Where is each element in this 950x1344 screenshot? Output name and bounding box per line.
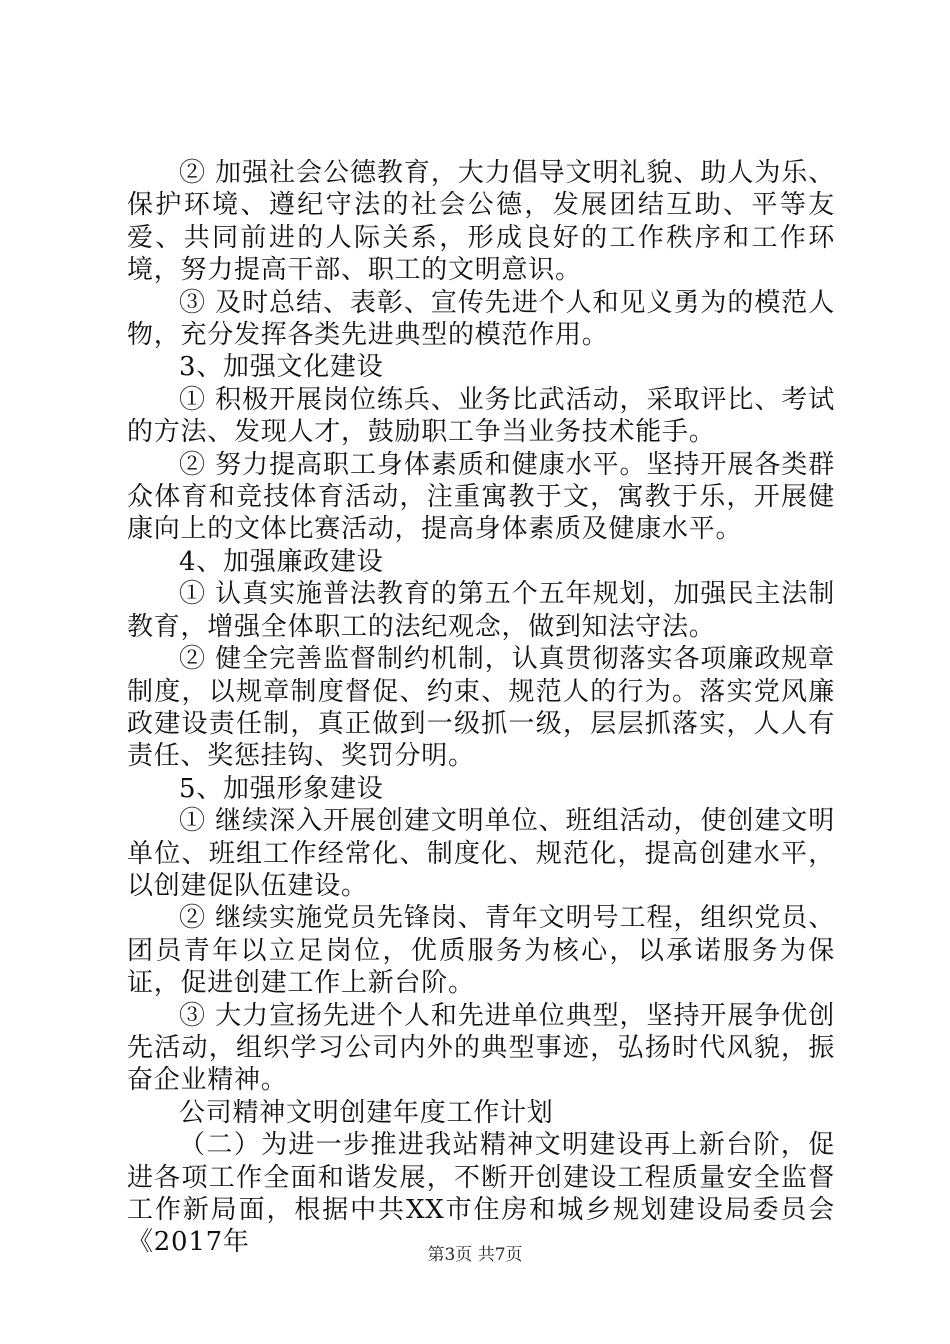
page-number-footer: 第3页 共7页: [427, 1245, 523, 1265]
paragraph-party-pioneer: ② 继续实施党员先锋岗、青年文明号工程，组织党员、团员青年以立足岗位，优质服务为核心，以承诺服务为保证，促进创建工作上新台阶。: [127, 903, 835, 999]
paragraph-promote-advanced: ③ 大力宣扬先进个人和先进单位典型，坚持开展争优创先活动，组织学习公司内外的典型事迹，弘扬时代风貌，振奋企业精神。: [127, 1000, 835, 1096]
paragraph-supervision: ② 健全完善监督制约机制，认真贯彻落实各项廉政规章制度，以规章制度督促、约束、规范人的行为。落实党风廉政建设责任制，真正做到一级抓一级，层层抓落实，人人有责任、奖惩挂钩、奖罚分明。: [127, 644, 835, 772]
paragraph-section-two: （二）为进一步推进我站精神文明建设再上新台阶，促进各项工作全面和谐发展，不断开创建设工程质量安全监督工作新局面，根据中共XX市住房和城乡规划建设局委员会《2017年: [127, 1130, 835, 1258]
section-heading-integrity: 4、加强廉政建设: [179, 546, 384, 577]
paragraph-social-ethics: ② 加强社会公德教育，大力倡导文明礼貌、助人为乐、保护环境、遵纪守法的社会公德，发展团结互助、平等友爱、共同前进的人际关系，形成良好的工作秩序和工作环境，努力提高干部、职工的文明意识。: [127, 158, 835, 286]
paragraph-commend-models: ③ 及时总结、表彰、宣传先进个人和见义勇为的模范人物，充分发挥各类先进典型的模范作用。: [127, 287, 835, 351]
section-heading-culture: 3、加强文化建设: [179, 352, 384, 383]
paragraph-civilized-units: ① 继续深入开展创建文明单位、班组活动，使创建文明单位、班组工作经常化、制度化、规范化，提高创建水平，以创建促队伍建设。: [127, 806, 835, 901]
document-title-line: 公司精神文明创建年度工作计划: [179, 1097, 554, 1128]
document-body: [127, 157, 835, 1259]
section-heading-image: 5、加强形象建设: [179, 773, 384, 804]
paragraph-legal-education: ① 认真实施普法教育的第五个五年规划，加强民主法制教育，增强全体职工的法纪观念，做到知法守法。: [127, 579, 835, 642]
paragraph-physical-health: ② 努力提高职工身体素质和健康水平。坚持开展各类群众体育和竞技体育活动，注重寓教于文，寓教于乐，开展健康向上的文体比赛活动，提高身体素质及健康水平。: [127, 449, 835, 545]
paragraph-skill-competition: ① 积极开展岗位练兵、业务比武活动，采取评比、考试的方法、发现人才，鼓励职工争当业务技术能手。: [127, 384, 835, 448]
